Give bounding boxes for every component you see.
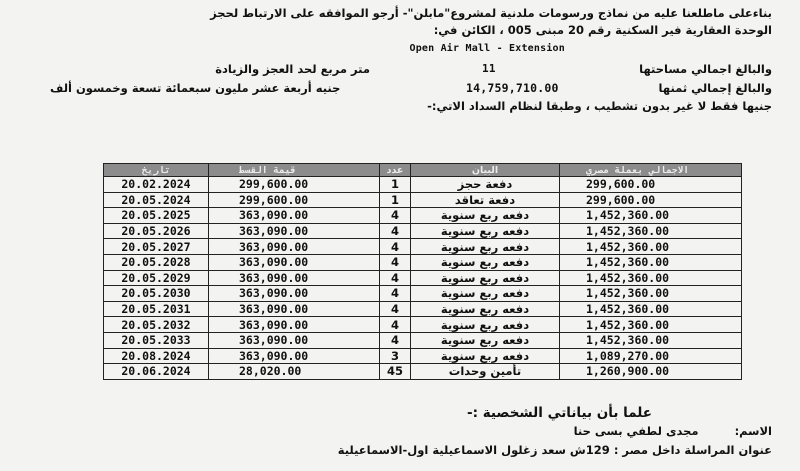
cell-total: 1,452,360.00 <box>560 239 742 255</box>
cell-total: 1,089,270.00 <box>560 348 742 364</box>
address-row <box>338 443 772 457</box>
table-row <box>104 223 742 239</box>
cell-date: 20.05.2030 <box>104 286 209 302</box>
cell-installment: 363,090.00 <box>209 348 380 364</box>
header-installment: قيمة القسط <box>209 164 380 177</box>
cell-total: 1,452,360.00 <box>560 332 742 348</box>
cell-date: 20.05.2025 <box>104 208 209 224</box>
table-row <box>104 348 742 364</box>
cell-date: 20.06.2024 <box>104 364 209 380</box>
name-row <box>574 424 772 438</box>
cell-installment: 299,600.00 <box>209 192 380 208</box>
cell-installment: 363,090.00 <box>209 301 380 317</box>
table-row <box>104 364 742 380</box>
cell-count: 4 <box>380 332 411 348</box>
total-area-value: 11 <box>482 62 496 75</box>
cell-count: 1 <box>380 177 411 193</box>
cell-installment: 363,090.00 <box>209 208 380 224</box>
payment-schedule-table <box>103 163 742 380</box>
cell-date: 20.05.2031 <box>104 301 209 317</box>
cell-type: دفعه ربع سنوية <box>411 301 560 317</box>
header-date: تاريخ <box>104 164 209 177</box>
cell-type: دفعه ربع سنوية <box>411 317 560 333</box>
header-total: الاجمالي بعملة مصري <box>560 164 742 177</box>
table-row <box>104 301 742 317</box>
total-price-label: والبالغ إجمالي ثمنها <box>658 81 772 95</box>
cell-count: 4 <box>380 301 411 317</box>
table-row <box>104 239 742 255</box>
cell-count: 4 <box>380 239 411 255</box>
cell-type: دفعة حجز <box>411 177 560 193</box>
table-row <box>104 332 742 348</box>
cell-type: دفعه ربع سنوية <box>411 254 560 270</box>
intro-line-5: جنيها فقط لا غير بدون تشطيب ، وطبقا لنظام السداد الاتي:- <box>427 99 772 113</box>
cell-type: تأمين وحدات <box>411 364 560 380</box>
cell-installment: 28,020.00 <box>209 364 380 380</box>
cell-total: 299,600.00 <box>560 177 742 193</box>
cell-count: 4 <box>380 223 411 239</box>
cell-total: 1,452,360.00 <box>560 301 742 317</box>
cell-total: 299,600.00 <box>560 192 742 208</box>
cell-date: 20.05.2028 <box>104 254 209 270</box>
cell-date: 20.05.2026 <box>104 223 209 239</box>
cell-type: دفعه ربع سنوية <box>411 239 560 255</box>
cell-total: 1,452,360.00 <box>560 270 742 286</box>
cell-installment: 363,090.00 <box>209 270 380 286</box>
cell-date: 20.05.2027 <box>104 239 209 255</box>
cell-installment: 363,090.00 <box>209 239 380 255</box>
total-area-label: والبالغ اجمالي مساحتها <box>639 62 772 76</box>
address-value: 129ش سعد زغلول الاسماعيلية اول-الاسماعيلية <box>337 443 610 457</box>
cell-type: دفعه ربع سنوية <box>411 348 560 364</box>
project-name: Open Air Mall - Extension <box>409 43 565 54</box>
cell-count: 4 <box>380 270 411 286</box>
cell-date: 20.05.2033 <box>104 332 209 348</box>
cell-total: 1,452,360.00 <box>560 208 742 224</box>
table-row <box>104 286 742 302</box>
cell-total: 1,260,900.00 <box>560 364 742 380</box>
total-area-unit: متر مربع لحد العجز والزيادة <box>215 62 370 76</box>
cell-installment: 363,090.00 <box>209 223 380 239</box>
cell-date: 20.05.2032 <box>104 317 209 333</box>
cell-count: 1 <box>380 192 411 208</box>
cell-type: دفعه ربع سنوية <box>411 223 560 239</box>
cell-count: 4 <box>380 286 411 302</box>
name-value: مجدى لطفي بسى حنا <box>573 424 699 438</box>
intro-line-1: بناءعلى ماطلعنا عليه من نماذج ورسومات ملدنية لمشروع"مابلن"- أرجو الموافقه على الارتباط لحجز <box>210 6 772 20</box>
cell-count: 3 <box>380 348 411 364</box>
total-price-words: جنيه أربعة عشر مليون سبعمائة تسعة وخمسون ألف <box>50 81 341 95</box>
table-row <box>104 192 742 208</box>
cell-total: 1,452,360.00 <box>560 317 742 333</box>
cell-count: 4 <box>380 208 411 224</box>
cell-total: 1,452,360.00 <box>560 286 742 302</box>
cell-date: 20.05.2024 <box>104 192 209 208</box>
total-price-value: 14,759,710.00 <box>466 81 559 95</box>
cell-installment: 299,600.00 <box>209 177 380 193</box>
cell-date: 20.08.2024 <box>104 348 209 364</box>
personal-data-heading: علما بأن بياناتي الشخصية :- <box>467 405 652 421</box>
name-label: الاسم: <box>734 424 772 438</box>
cell-count: 4 <box>380 254 411 270</box>
cell-count: 4 <box>380 317 411 333</box>
cell-total: 1,452,360.00 <box>560 254 742 270</box>
cell-type: دفعه ربع سنوية <box>411 332 560 348</box>
table-row <box>104 254 742 270</box>
table-row <box>104 317 742 333</box>
cell-installment: 363,090.00 <box>209 317 380 333</box>
intro-line-2: الوحدة العقارية فير السكنية رقم 20 مبنى 005 ، الكائن في: <box>433 23 772 37</box>
cell-total: 1,452,360.00 <box>560 223 742 239</box>
table-row <box>104 177 742 193</box>
cell-installment: 363,090.00 <box>209 254 380 270</box>
table-row <box>104 270 742 286</box>
address-label: عنوان المراسلة داخل مصر : <box>613 443 772 457</box>
cell-count: 45 <box>380 364 411 380</box>
header-count: عدد <box>380 164 411 177</box>
header-type: البيان <box>411 164 560 177</box>
cell-type: دفعه ربع سنوية <box>411 270 560 286</box>
cell-installment: 363,090.00 <box>209 332 380 348</box>
cell-type: دفعه ربع سنوية <box>411 208 560 224</box>
table-row <box>104 208 742 224</box>
cell-type: دفعه ربع سنوية <box>411 286 560 302</box>
cell-date: 20.05.2029 <box>104 270 209 286</box>
cell-type: دفعة تعاقد <box>411 192 560 208</box>
cell-date: 20.02.2024 <box>104 177 209 193</box>
cell-installment: 363,090.00 <box>209 286 380 302</box>
table-header-row <box>104 164 742 177</box>
